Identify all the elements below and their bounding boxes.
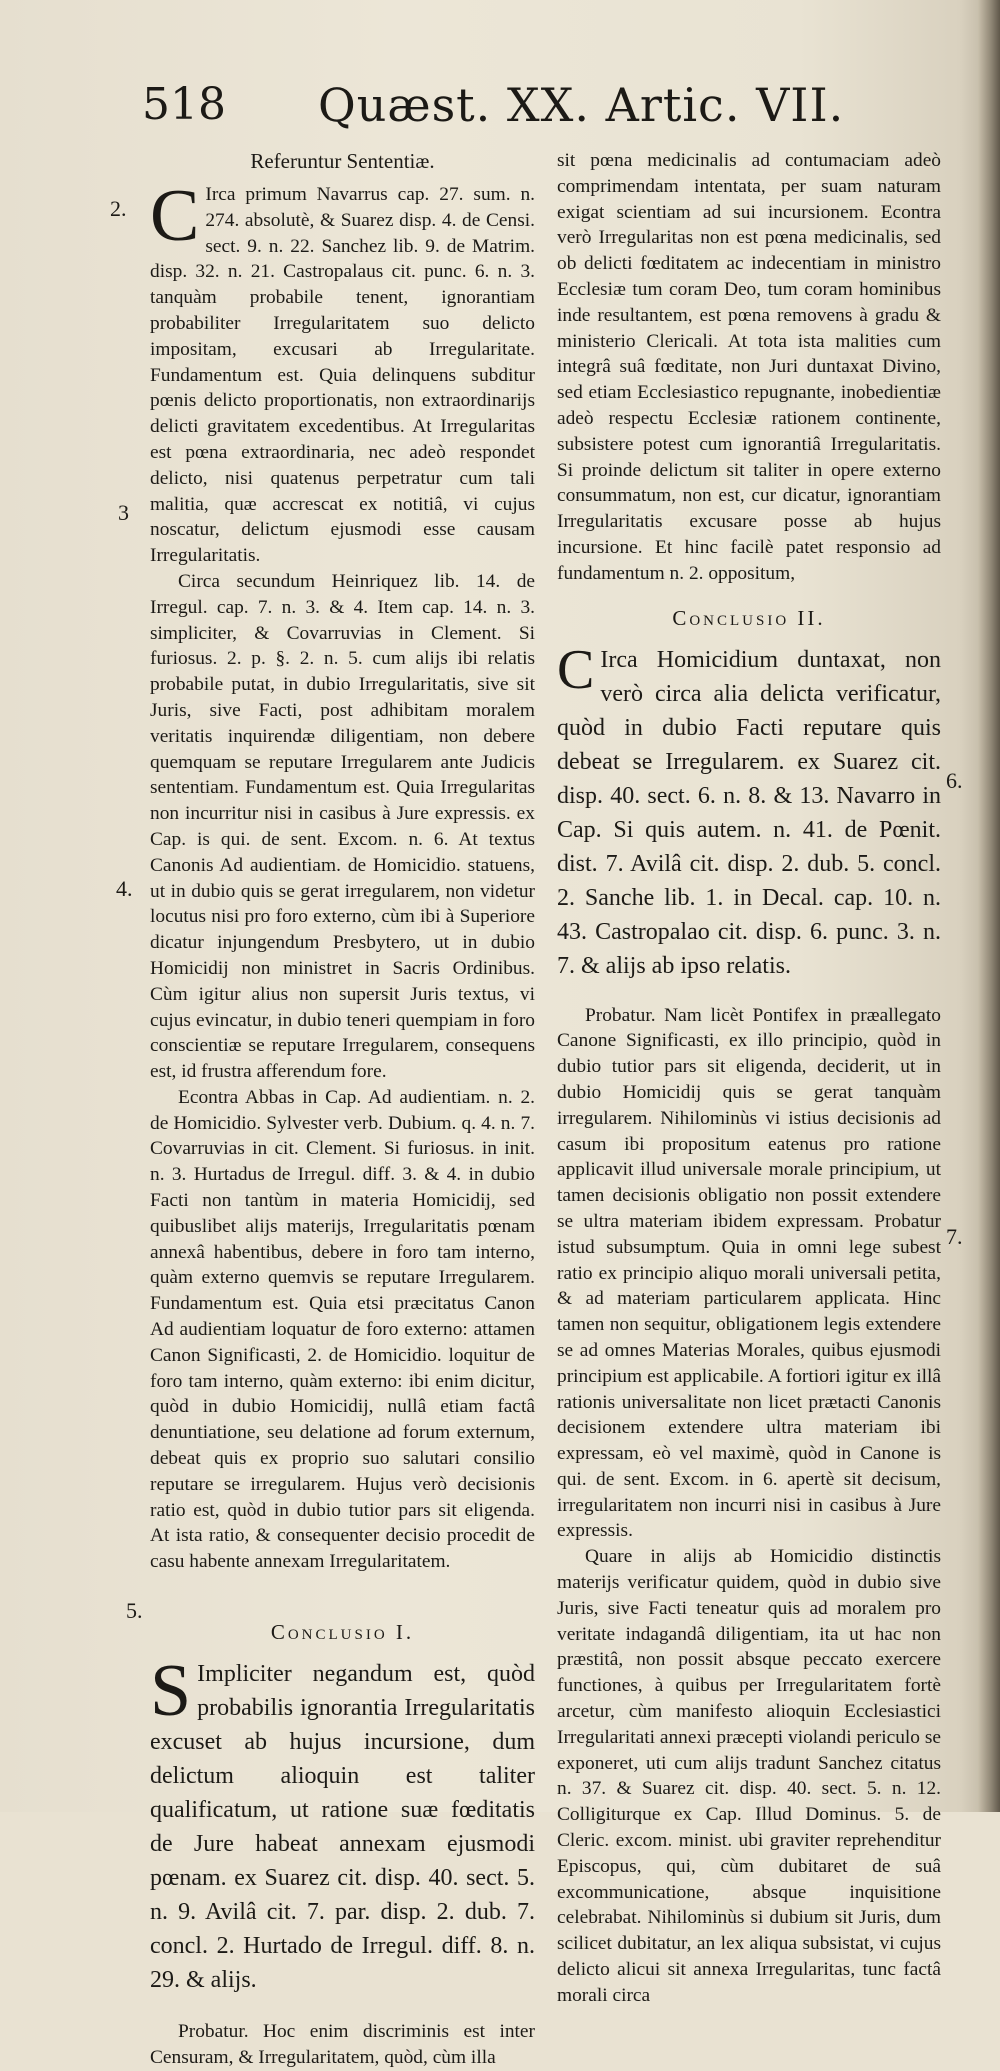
- paragraph-contrary-opinion: Econtra Abbas in Cap. Ad audientiam. n. 2. de Homicidio. Sylvester verb. Dubium. q. 4. n. 7. Covarruvias in cit. Clement. Si furiosus. in init. n. 3. Hurtadus de Irregul. diff. 3. & 4. in dubio Facti non tantùm in materia Homicidij, sed quibuslibet alijs materijs, Irregularitatis pœnam annexâ habentibus, debere in foro tam interno, quàm externo quemvis se reputare Irregularem. Fundamentum est. Quia etsi præcitatus Canon Ad audientiam loquatur de foro externo: attamen Canon Significasti, 2. de Homicidio. loquitur de foro tam interno, quàm externo: ibi enim dicitur, quòd in dubio Homicidij, nullâ etiam factâ denuntiatione, seu delatione ad forum externum, debeat quis ex proprio suo salutari consilio reputare se irregularem. Hujus verò decisionis ratio est, quòd in dubio tutior pars sit eligenda. At ista ratio, & consequenter decisio procedit de casu habente annexam Irregularitatem.: [150, 1086, 535, 1573]
- margin-number-6: 6.: [946, 768, 963, 793]
- conclusio-heading-1: Conclusio I.: [270, 1620, 415, 1645]
- conclusio-heading-2: Conclusio II.: [672, 605, 826, 630]
- paragraph-probatur-2: Probatur. Nam licèt Pontifex in præallegato Canone Significasti, ex illo principio, quòd in dubio tutior pars sit eligenda, deciderit, ut in dubio Homicidij quis se gerat tanquàm irregularem. Nihilominùs vi istius decisionis ad casum ibi propositum eatenus pro ratione applicavit illud universale morale principium, ut tamen decisionis obligatio non possit extendere se ultra materiam ibidem expressam. Probatur istud subsumptum. Quia in omni lege subest ratio ex principio aliquo morali universali petita, & ad materiam particularem applicata. Hinc tamen non sequitur, obligationem legis extendere se ad omnes Materias Morales, quibus ejusmodi principium est applicabile. A fortiori igitur ex illâ rationis universalitate non licet prætacti Canonis decisionem extendere ultra materiam ibi expressam, eò vel maximè, quòd in Canone is qui. de sent. Excom. in 6. apertè sit decisum, irregularitatem non incurri nisi in casibus à Jure expressis.: [557, 1004, 941, 1542]
- book-spine-shadow: [978, 0, 1000, 1812]
- drop-cap: C: [150, 175, 200, 257]
- section-title: Referuntur Sententiæ.: [250, 149, 435, 173]
- paragraph-second-opinion: Circa secundum Heinriquez lib. 14. de Irregul. cap. 7. n. 3. & 4. Item cap. 14. n. 3. simpliciter, & Covarruvias in Clement. Si furiosus. 2. p. §. 2. n. 5. cum alijs ibi relatis probabile putat, in dubio Irregularitatis, sive sit Juris, sive Facti, post adhibitam moralem veritatis inquirendæ diligentiam, non debere quemquam se reputare Irregularem ante Judicis sententiam. Fundamentum est. Quia Irregularitas non incurritur nisi in casibus à Jure expressis. ex Cap. is qui. de sent. Excom. n. 6. At textus Canonis Ad audientiam. de Homicidio. statuens, ut in dubio quis se gerat irregularem, non videtur locutus nisi pro foro externo, cùm ibi à Superiore dicatur injungendum Presbytero, ut in dubio Homicidij non ministret in Sacris Ordinibus. Cùm igitur alius non supersit Juris textus, vi cujus evincatur, in dubio teneri quempiam in foro conscientiæ se reputare Irregularem, consequens est, id frustra afferendum fore.: [150, 570, 535, 1083]
- margin-number-5: 5.: [126, 1598, 143, 1623]
- paragraph-conclusio-1: S Impliciter negandum est, quòd probabilis ignorantia Irregularitatis excuset ab hujus incursione, dum delictum alioquin est taliter qualificatum, ut ratione suæ fœditatis de Jure habeat annexam ejusmodi pœnam. ex Suarez cit. disp. 40. sect. 5. n. 9. Avilâ cit. 7. par. disp. 2. dub. 7. concl. 2. Hurtado de Irregul. diff. 8. n. 29. & alijs.: [150, 1650, 535, 1994]
- paragraph-probatur: Probatur. Hoc enim discriminis est inter Censuram, & Irregularitatem, quòd, cùm illa: [150, 2021, 535, 2068]
- paragraph-quare: Quare in alijs ab Homicidio distinctis materijs verificatur quidem, quòd in dubio sive Juris, sive Facti teneatur quis ad moralem pro veritate indagandâ diligentiam, ita ut hac non præstitâ, non possit absque peccato exercere functiones, à quibus per Irregularitatem fortè arcetur, cùm manifesto alioquin Ecclesiastici Irregularitati annexi præcepti violandi periculo se exponeret, uti cum alijs tradunt Sanchez citatus n. 37. & Suarez cit. disp. 40. sect. 5. n. 12. Colligiturque ex Cap. Illud Dominus. 5. de Cleric. excom. minist. ubi graviter reprehenditur Episcopus, qui, cùm dubitaret de suâ excommunicatione, absque inquisitione celebrabat. Nihilominùs si dubium sit Juris, dum scilicet dubitatur, an lex aliqua subsistat, vi cujus delicto alicui sit annexa Irregularitas, tunc factâ morali circa: [557, 1546, 941, 2006]
- page-number: 518: [142, 79, 226, 130]
- margin-number-7: 7.: [946, 1224, 963, 1249]
- margin-number-4: 4.: [116, 876, 133, 901]
- margin-number-3: 3: [118, 500, 129, 525]
- paragraph-conclusio-2: C Irca Homicidium duntaxat, non verò circa alia delicta verificatur, quòd in dubio Facti reputare quis debeat se Irregularem. ex Suarez cit. disp. 40. sect. 6. n. 8. & 13. Navarro in Cap. Si quis autem. n. 41. de Pœnit. dist. 7. Avilâ cit. disp. 2. dub. 5. concl. 2. Sanche lib. 1. in Decal. cap. 10. n. 43. Castropalao cit. disp. 6. punc. 3. n. 7. & alijs ab ipso relatis.: [557, 638, 941, 979]
- paragraph-first-opinion: C Irca primum Navarrus cap. 27. sum. n. 274. absolutè, & Suarez disp. 4. de Censi. sect. 9. n. 22. Sanchez lib. 9. de Matrim. disp. 32. n. 21. Castropalaus cit. punc. 6. n. 3. tanquàm probabile tenent, ignorantiam probabiliter Irregularitatem suo delicto impositam, excusari ab Irregularitate. Fundamentum est. Quia delinquens subditur pœnis delicto proportionatis, non extraordinarijs delicti gravitatem excedentibus. At Irregularitas est pœna extraordinaria, nec adeò respondet delicto, nisi quatenus perpetratur cum tali malitia, quæ accrescat ex notitiâ, vi cujus noscatur, delictum ejusmodi esse causam Irregularitatis.: [150, 175, 535, 567]
- paragraph-continuation: sit pœna medicinalis ad contumaciam adeò comprimendam intentata, per suam naturam exigat scientiam ad sui incursionem. Econtra verò Irregularitas non est pœna medicinalis, sed ob delicti fœditatem ac indecentiam in ministro Ecclesiæ tum coram Deo, tum coram hominibus inde resultantem, est pœna removens à gradu & ministerio Clericali. At tota ista malities cum integrâ suâ fœditate, non Juri duntaxat Divino, sed etiam Ecclesiastico repugnante, inobedientiæ adeò respectu Ecclesiæ rationem continente, subsistere potest cum ignorantiâ Irregularitatis. Si proinde delictum sit taliter in opere externo consummatum, non est, cur dicatur, ignorantiam Irregularitatis excusare posse ab hujus incursione. Et hinc facilè patet responsio ad fundamentum n. 2. oppositum,: [557, 150, 941, 584]
- left-column: [150, 148, 535, 2071]
- running-head: Quæst. XX. Artic. VII.: [318, 78, 845, 132]
- right-column: [557, 148, 941, 2009]
- margin-number-2: 2.: [110, 196, 127, 221]
- drop-cap: S: [150, 1650, 192, 1733]
- drop-cap: C: [557, 638, 595, 701]
